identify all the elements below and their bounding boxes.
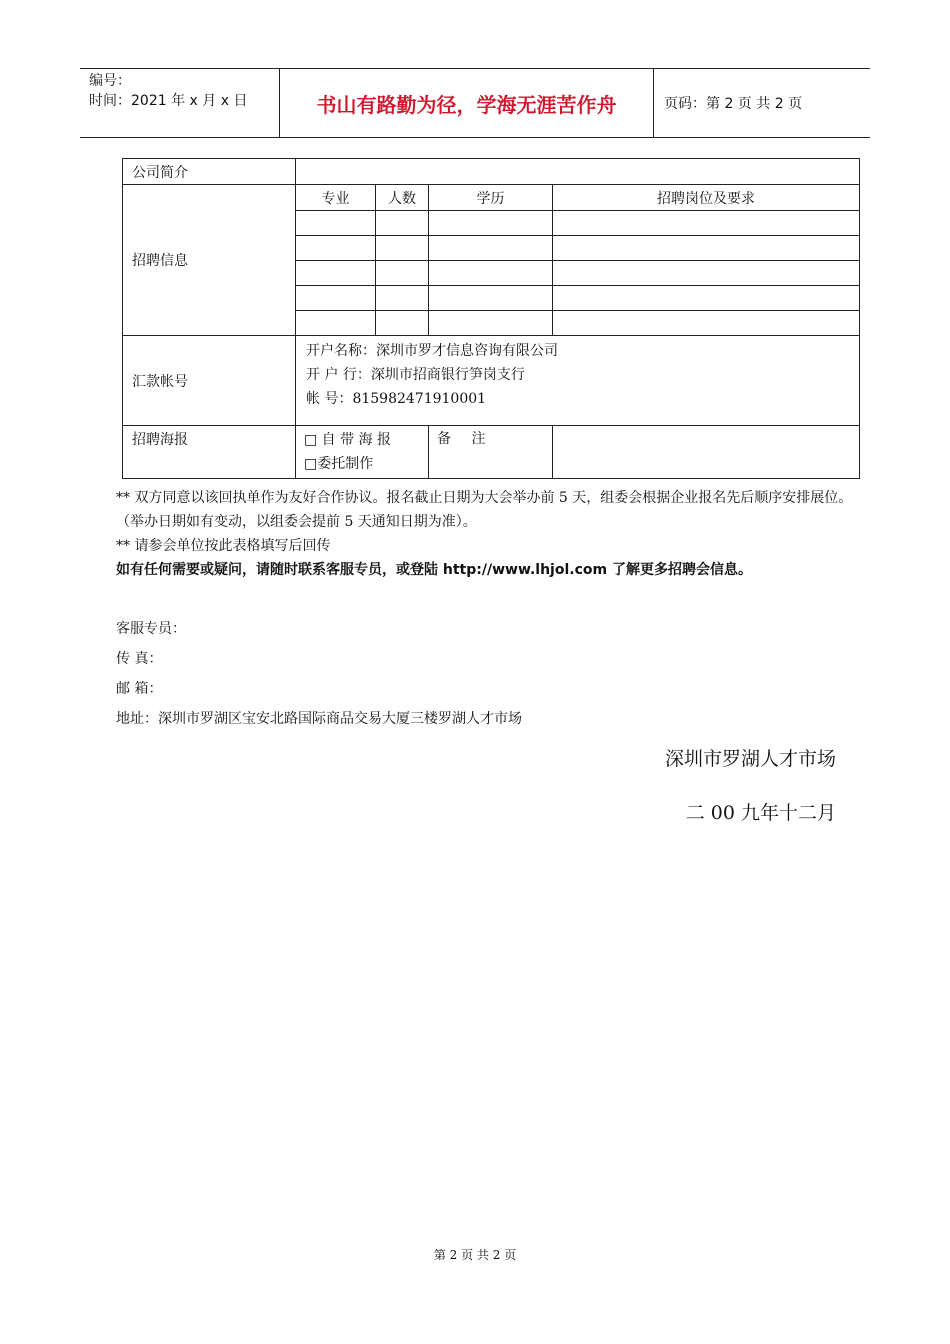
poster-label: 招聘海报 — [123, 426, 296, 479]
signature-org: 深圳市罗湖人才市场 — [664, 748, 836, 770]
col-position: 招聘岗位及要求 — [553, 185, 860, 211]
header-meta — [80, 69, 280, 137]
count-cell[interactable] — [376, 236, 429, 261]
contact-fax: 传 真： — [116, 651, 163, 667]
time-label: 时间：2021 年 x 月 x 日 — [89, 93, 248, 109]
major-cell[interactable] — [296, 236, 376, 261]
bank-account-number: 帐 号：815982471910001 — [306, 391, 487, 407]
registration-form — [122, 158, 860, 479]
position-cell[interactable] — [553, 211, 860, 236]
education-cell[interactable] — [429, 311, 553, 336]
education-cell[interactable] — [429, 211, 553, 236]
recruit-header-row — [123, 185, 860, 211]
contact-email: 邮 箱： — [116, 681, 163, 697]
position-cell[interactable] — [553, 311, 860, 336]
signature-date: 二 00 九年十二月 — [685, 802, 836, 824]
col-major: 专业 — [296, 185, 376, 211]
poster-options — [296, 426, 429, 479]
page-footer: 第 2 页 共 2 页 — [433, 1248, 517, 1262]
note-contact: 如有任何需要或疑问，请随时联系客服专员，或登陆 http://www.lhjol.com 了解更多招聘会信息。 — [116, 562, 752, 578]
education-cell[interactable] — [429, 286, 553, 311]
company-intro-field[interactable] — [296, 159, 860, 185]
contact-agent: 客服专员： — [116, 621, 186, 637]
major-cell[interactable] — [296, 286, 376, 311]
bank-info — [296, 336, 860, 426]
major-cell[interactable] — [296, 311, 376, 336]
education-cell[interactable] — [429, 236, 553, 261]
position-cell[interactable] — [553, 261, 860, 286]
major-cell[interactable] — [296, 261, 376, 286]
major-cell[interactable] — [296, 211, 376, 236]
company-intro-row — [123, 159, 860, 185]
header-page-label: 页码：第 2 页 共 2 页 — [664, 96, 803, 112]
header-motto: 书山有路勤为径，学海无涯苦作舟 — [280, 69, 654, 137]
page-header — [80, 68, 870, 138]
company-intro-label: 公司简介 — [123, 159, 296, 185]
count-cell[interactable] — [376, 311, 429, 336]
remark-label: 备 注 — [429, 426, 553, 479]
position-cell[interactable] — [553, 286, 860, 311]
notes-section — [116, 486, 856, 582]
contact-address: 地址：深圳市罗湖区宝安北路国际商品交易大厦三楼罗湖人才市场 — [116, 711, 522, 727]
education-cell[interactable] — [429, 261, 553, 286]
poster-option-self[interactable]: □ 自 带 海 报 — [304, 432, 392, 448]
count-cell[interactable] — [376, 211, 429, 236]
remit-row — [123, 336, 860, 426]
count-cell[interactable] — [376, 261, 429, 286]
note-agreement: ** 双方同意以该回执单作为友好合作协议。报名截止日期为大会举办前 5 天，组委会根据企业报名先后顺序安排展位。（举办日期如有变动，以组委会提前 5 天通知日期为准）。 — [116, 490, 853, 530]
count-cell[interactable] — [376, 286, 429, 311]
poster-option-commission[interactable]: □委托制作 — [304, 456, 374, 472]
position-cell[interactable] — [553, 236, 860, 261]
col-count: 人数 — [376, 185, 429, 211]
col-education: 学历 — [429, 185, 553, 211]
remit-label: 汇款帐号 — [123, 336, 296, 426]
note-return: ** 请参会单位按此表格填写后回传 — [116, 538, 331, 554]
contact-section — [116, 614, 522, 734]
bank-account-name: 开户名称：深圳市罗才信息咨询有限公司 — [306, 343, 558, 359]
number-label: 编号： — [89, 73, 131, 89]
remark-field[interactable] — [553, 426, 860, 479]
recruit-label: 招聘信息 — [123, 185, 296, 336]
poster-row — [123, 426, 860, 479]
bank-name: 开 户 行：深圳市招商银行笋岗支行 — [306, 367, 525, 383]
